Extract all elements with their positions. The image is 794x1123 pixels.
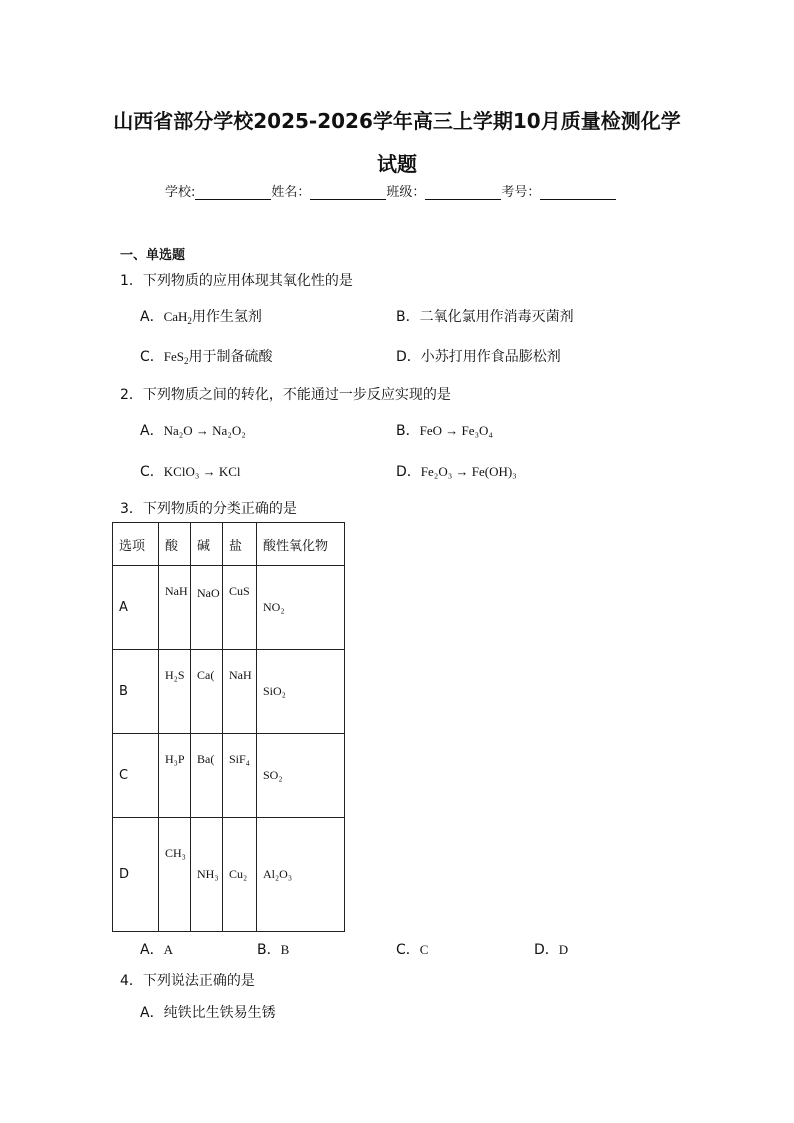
table-cell-acidic-oxide: NO₂ <box>257 566 345 650</box>
table-header-cell: 碱 <box>191 523 223 566</box>
class-blank[interactable] <box>425 186 501 200</box>
question-1-option-d: D．小苏打用作食品膨松剂 <box>396 349 561 365</box>
table-row <box>113 818 345 932</box>
table-cell-option: B <box>113 650 159 734</box>
table-cell-salt: SiF₄ <box>223 734 257 818</box>
exam-number-label: 考号： <box>501 185 541 200</box>
table-cell-acidic-oxide: SiO₂ <box>257 650 345 734</box>
question-4-stem: 4．下列说法正确的是 <box>120 973 255 989</box>
table-cell-salt: NaH <box>223 650 257 734</box>
question-3-option-d: D．D <box>534 942 569 958</box>
section-heading: 一、单选题 <box>120 248 186 263</box>
page-title: 山西省部分学校2025-2026学年高三上学期10月质量检测化学 <box>113 109 681 133</box>
class-label: 班级： <box>386 185 426 200</box>
table-cell-base: NaO <box>191 566 223 650</box>
question-1-option-a: A．CaH$_2$用作生氢剂 <box>140 309 262 326</box>
question-3-option-c: C．C <box>396 942 429 958</box>
name-label: 姓名： <box>271 185 311 200</box>
student-info-line <box>165 181 616 200</box>
question-2-option-b: B．FeO → Fe₃O₄ <box>396 423 493 439</box>
question-3-option-a: A．A <box>140 942 173 958</box>
question-3-stem: 3．下列物质的分类正确的是 <box>120 501 297 517</box>
table-cell-acid: NaH <box>159 566 191 650</box>
question-2-option-a: A．Na₂O → Na₂O₂ <box>140 423 246 439</box>
table-cell-base: Ca( <box>191 650 223 734</box>
table-cell-acidic-oxide: SO₂ <box>257 734 345 818</box>
table-header-cell: 选项 <box>113 523 159 566</box>
school-label: 学校: <box>165 185 196 200</box>
table-header-cell: 酸 <box>159 523 191 566</box>
table-row <box>113 734 345 818</box>
table-cell-acid: CH₃ <box>159 818 191 932</box>
table-cell-acid: H₂S <box>159 650 191 734</box>
table-row <box>113 566 345 650</box>
question-1-stem: 1．下列物质的应用体现其氧化性的是 <box>120 273 353 289</box>
table-header-row <box>113 523 345 566</box>
question-4-option-a: A．纯铁比生铁易生锈 <box>140 1005 276 1021</box>
table-cell-salt: Cu₂ <box>223 818 257 932</box>
table-header-cell: 酸性氧化物 <box>257 523 345 566</box>
table-cell-salt: CuS <box>223 566 257 650</box>
question-2-stem: 2．下列物质之间的转化，不能通过一步反应实现的是 <box>120 387 451 403</box>
table-cell-base: NH₃ <box>191 818 223 932</box>
page-title-line2: 试题 <box>377 152 417 176</box>
table-cell-option: A <box>113 566 159 650</box>
question-1-option-b: B．二氧化氯用作消毒灭菌剂 <box>396 309 574 325</box>
table-cell-option: D <box>113 818 159 932</box>
school-blank[interactable] <box>195 186 271 200</box>
question-1-option-c: C．FeS$_2$用于制备硫酸 <box>140 349 273 366</box>
table-cell-base: Ba( <box>191 734 223 818</box>
table-header-cell: 盐 <box>223 523 257 566</box>
question-2-option-c: C．KClO₃ → KCl <box>140 464 241 480</box>
question-3-option-b: B．B <box>257 942 290 958</box>
name-blank[interactable] <box>310 186 386 200</box>
table-cell-option: C <box>113 734 159 818</box>
table-cell-acid: H₃P <box>159 734 191 818</box>
exam-number-blank[interactable] <box>540 186 616 200</box>
table-row <box>113 650 345 734</box>
question-2-option-d: D．Fe₂O₃ → Fe(OH)₃ <box>396 464 517 480</box>
table-cell-acidic-oxide: Al₂O₃ <box>257 818 345 932</box>
classification-table <box>112 522 345 932</box>
